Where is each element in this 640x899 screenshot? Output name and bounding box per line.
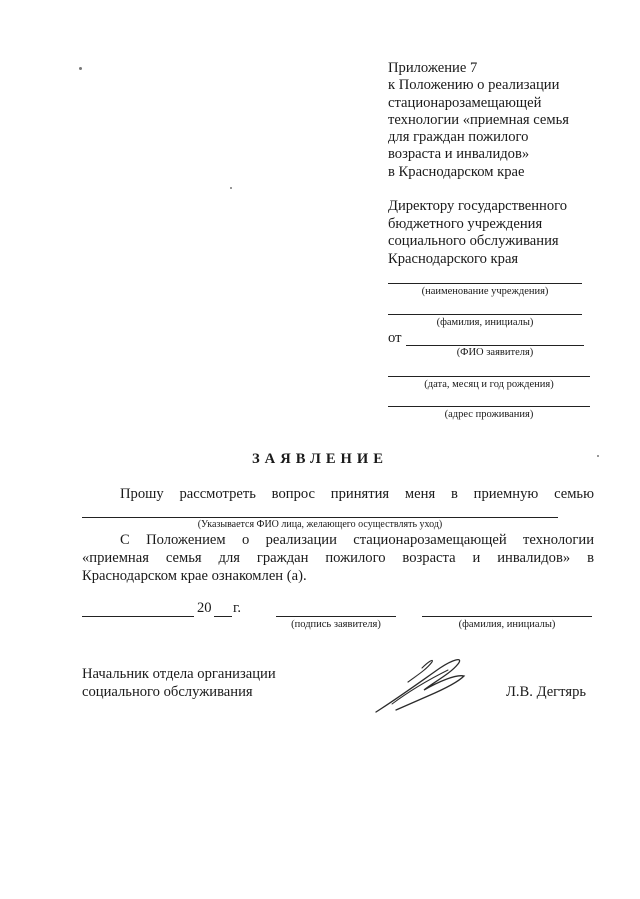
ack-word: граждан [256, 550, 309, 566]
institution-caption: (наименование учреждения) [421, 286, 549, 297]
request-word: принятия [330, 486, 390, 502]
request-word: семью [554, 486, 594, 502]
ack-word: в [587, 550, 594, 566]
date-fill-line[interactable] [82, 616, 194, 617]
name-caption: (фамилия, инициалы) [436, 317, 534, 328]
appendix-line: к Положению о реализации [388, 77, 560, 94]
applicant-caption: (ФИО заявителя) [456, 347, 534, 358]
ack-word: возраста [402, 550, 456, 566]
person-fill-line[interactable] [82, 517, 558, 518]
ack-word: для [218, 550, 240, 566]
scan-speck [597, 455, 599, 457]
appendix-line: технологии «приемная семья [388, 111, 570, 128]
year-prefix: 20 [197, 600, 212, 616]
request-word: рассмотреть [179, 486, 256, 502]
official-position-line-2: социального обслуживания [82, 684, 253, 700]
person-caption: (Указывается ФИО лица, желающего осуществлять уход) [197, 519, 443, 530]
appendix-line: стационарозамещающей [388, 94, 542, 111]
addressee-line: бюджетного учреждения [388, 215, 543, 232]
scan-speck [79, 67, 82, 70]
signature-caption: (подпись заявителя) [291, 619, 381, 630]
request-word: вопрос [271, 486, 316, 502]
request-word: Прошу [120, 486, 164, 502]
request-line [120, 486, 594, 503]
ack-word: реализации [265, 532, 337, 548]
request-word: меня [404, 486, 436, 502]
ack-word: стационарозамещающей [353, 532, 507, 548]
ack-line-2 [82, 550, 594, 567]
ack-word: о [241, 532, 250, 548]
addressee-block [388, 198, 567, 268]
ack-word: С [120, 532, 130, 548]
appendix-line: возраста и инвалидов» [388, 146, 530, 163]
request-word: в [450, 486, 458, 502]
birth-date-fill-line[interactable] [388, 376, 590, 377]
applicant-fill-line[interactable] [406, 345, 584, 346]
request-word: приемную [473, 486, 539, 502]
scan-speck [230, 187, 232, 189]
address-fill-line[interactable] [388, 406, 590, 407]
from-label: от [388, 330, 402, 346]
document-title: ЗАЯВЛЕНИЕ [251, 451, 388, 467]
appendix-line: для граждан пожилого [388, 129, 529, 146]
institution-fill-line[interactable] [388, 283, 582, 284]
addressee-line: социального обслуживания [388, 233, 559, 249]
addressee-line: Краснодарского края [388, 250, 519, 267]
official-position-line-1: Начальник отдела организации [82, 666, 276, 682]
ack-word: и [472, 550, 481, 566]
birth-date-caption: (дата, месяц и год рождения) [424, 379, 554, 390]
ack-word: Положением [146, 532, 226, 548]
appendix-block [388, 60, 569, 181]
year-suffix: г. [233, 600, 241, 616]
address-caption: (адрес проживания) [444, 409, 534, 420]
appendix-line: Приложение 7 [388, 60, 478, 76]
ack-line-1 [120, 532, 594, 549]
ack-word: семья [165, 550, 202, 566]
year-fill-line[interactable] [214, 616, 232, 617]
name-fill-line[interactable] [388, 314, 582, 315]
ack-line-3: Краснодарском крае ознакомлен (а). [82, 568, 307, 584]
addressee-line: Директору государственного [388, 198, 568, 214]
ack-word: пожилого [325, 550, 386, 566]
applicant-name-fill-line[interactable] [422, 616, 592, 617]
ack-word: инвалидов» [497, 550, 571, 566]
handwritten-signature [368, 652, 488, 718]
applicant-name-caption: (фамилия, инициалы) [458, 619, 556, 630]
ack-word: технологии [522, 532, 595, 548]
appendix-line: в Краснодарском крае [388, 163, 525, 180]
ack-word: «приемная [82, 550, 149, 566]
signature-fill-line[interactable] [276, 616, 396, 617]
official-name: Л.В. Дегтярь [506, 684, 587, 700]
